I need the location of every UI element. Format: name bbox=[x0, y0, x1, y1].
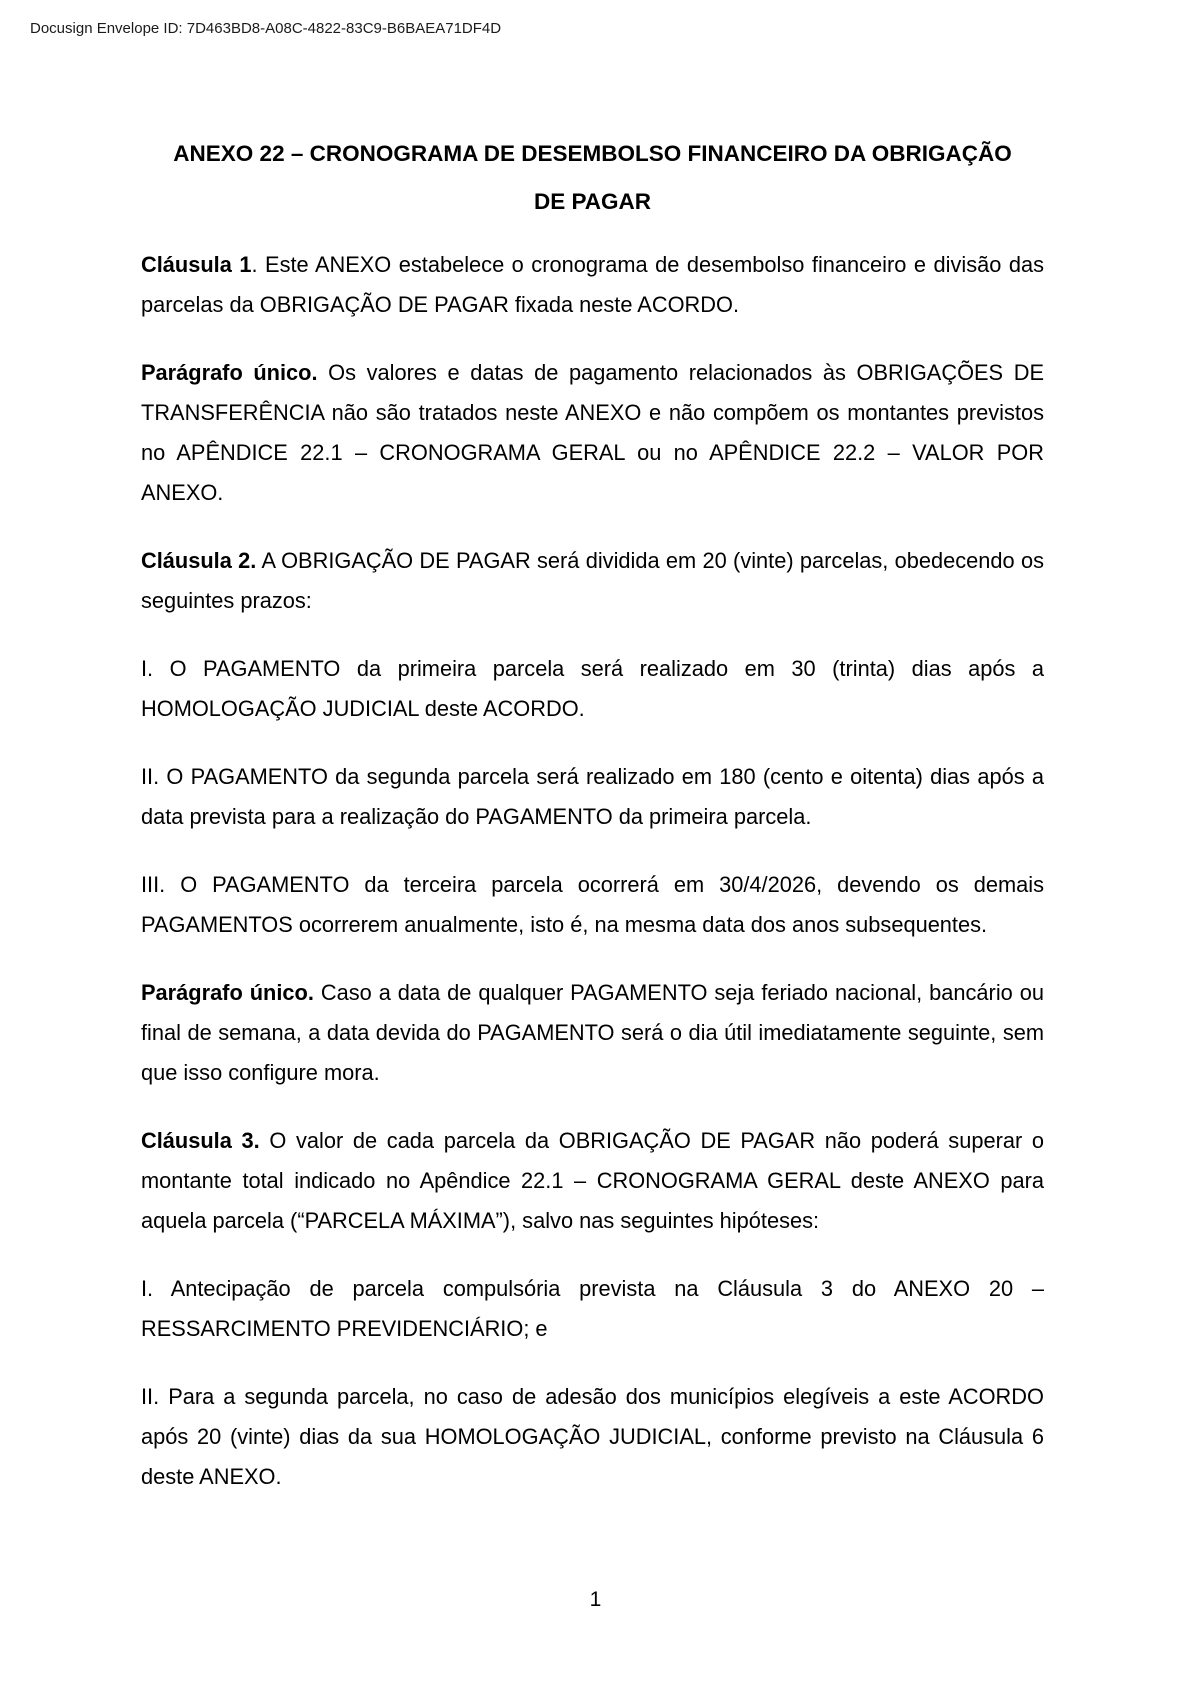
paragraph-text: . Este ANEXO estabelece o cronograma de desembolso financeiro e divisão das parcelas da OBRIGAÇÃO DE PAGAR fixada neste ACORDO. bbox=[141, 252, 1045, 317]
document-title-line-1: ANEXO 22 – CRONOGRAMA DE DESEMBOLSO FINANCEIRO DA OBRIGAÇÃO bbox=[173, 141, 1012, 166]
paragraph-text: III. O PAGAMENTO da terceira parcela ocorrerá em 30/4/2026, devendo os demais PAGAMENTOS ocorrerem anualmente, isto é, na mesma data dos anos subsequentes. bbox=[141, 872, 1044, 937]
page-number: 1 bbox=[589, 1588, 602, 1611]
paragraph-text: Os valores e datas de pagamento relacionados às OBRIGAÇÕES DE TRANSFERÊNCIA não são tratados neste ANEXO e não compõem os montantes previstos no APÊNDICE 22.1 – CRONOGRAMA GERAL ou no APÊNDICE 22.2 – VALOR POR ANEXO. bbox=[141, 360, 1044, 505]
paragraph bbox=[141, 245, 1044, 325]
paragraph-text: I. O PAGAMENTO da primeira parcela será realizado em 30 (trinta) dias após a HOMOLOGAÇÃO JUDICIAL deste ACORDO. bbox=[141, 656, 1044, 721]
paragraph bbox=[141, 649, 1044, 729]
paragraph bbox=[141, 1377, 1044, 1497]
paragraph bbox=[141, 1269, 1044, 1349]
paragraph-bold-text: Parágrafo único. bbox=[141, 980, 314, 1005]
paragraph-text: Caso a data de qualquer PAGAMENTO seja feriado nacional, bancário ou final de semana, a data devida do PAGAMENTO será o dia útil imediatamente seguinte, sem que isso configure mora. bbox=[141, 980, 1044, 1085]
paragraph bbox=[141, 541, 1044, 621]
paragraph-text: O valor de cada parcela da OBRIGAÇÃO DE PAGAR não poderá superar o montante total indicado no Apêndice 22.1 – CRONOGRAMA GERAL deste ANEXO para aquela parcela (“PARCELA MÁXIMA”), salvo nas seguintes hipóteses: bbox=[141, 1128, 1044, 1233]
paragraph-bold-text: Parágrafo único. bbox=[141, 360, 318, 385]
paragraph bbox=[141, 973, 1044, 1093]
paragraph bbox=[141, 757, 1044, 837]
document-content bbox=[141, 130, 1044, 1497]
document-body bbox=[141, 245, 1044, 1497]
paragraph-bold-text: Cláusula 1 bbox=[141, 252, 252, 277]
docusign-envelope-id: Docusign Envelope ID: 7D463BD8-A08C-4822-83C9-B6BAEA71DF4D bbox=[30, 20, 502, 37]
document-title-line-2: DE PAGAR bbox=[533, 189, 652, 214]
paragraph-bold-text: Cláusula 2. bbox=[141, 548, 257, 573]
paragraph-text: A OBRIGAÇÃO DE PAGAR será dividida em 20 (vinte) parcelas, obedecendo os seguintes prazos: bbox=[141, 548, 1044, 613]
paragraph bbox=[141, 353, 1044, 513]
paragraph-text: II. O PAGAMENTO da segunda parcela será realizado em 180 (cento e oitenta) dias após a data prevista para a realização do PAGAMENTO da primeira parcela. bbox=[141, 764, 1044, 829]
paragraph-text: I. Antecipação de parcela compulsória prevista na Cláusula 3 do ANEXO 20 – RESSARCIMENTO PREVIDENCIÁRIO; e bbox=[141, 1276, 1044, 1341]
paragraph-text: II. Para a segunda parcela, no caso de adesão dos municípios elegíveis a este ACORDO após 20 (vinte) dias da sua HOMOLOGAÇÃO JUDICIAL, conforme previsto na Cláusula 6 deste ANEXO. bbox=[141, 1384, 1044, 1489]
paragraph-bold-text: Cláusula 3. bbox=[141, 1128, 260, 1153]
document-title bbox=[141, 130, 1044, 226]
paragraph bbox=[141, 865, 1044, 945]
paragraph bbox=[141, 1121, 1044, 1241]
